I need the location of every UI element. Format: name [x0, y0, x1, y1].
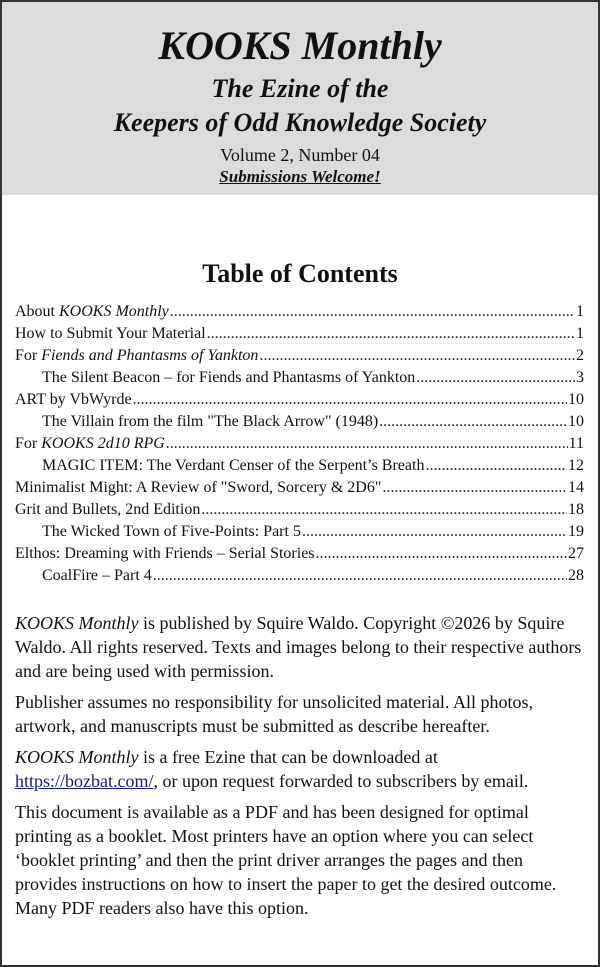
copyright-paragraph	[15, 611, 584, 683]
toc-dot-leader	[133, 389, 567, 411]
ezine-subtitle-line1: The Ezine of the	[211, 74, 389, 103]
toc-dot-leader	[153, 565, 567, 587]
toc-page-number: 28	[568, 567, 584, 584]
toc-page-number: 10	[568, 413, 584, 430]
toc-entry-title-text: For	[15, 435, 42, 452]
toc-page-number: 10	[568, 391, 584, 408]
toc-dot-leader	[425, 455, 567, 477]
publication-notice	[2, 611, 598, 920]
toc-dot-leader	[382, 477, 567, 499]
toc-page-number: 12	[568, 457, 584, 474]
toc-entry-title	[15, 345, 258, 367]
toc-entry-title-text: About	[15, 303, 59, 320]
toc-entry[interactable]	[15, 543, 584, 565]
download-text-b: , or upon request forwarded to subscribers by email.	[153, 771, 529, 791]
toc-entry[interactable]	[15, 521, 584, 543]
toc-entry-title	[42, 565, 152, 587]
toc-entry-title-text: Grit and Bullets, 2nd Edition	[15, 501, 201, 518]
toc-entry-title	[42, 455, 424, 477]
ezine-subtitle-line2: Keepers of Odd Knowledge Society	[113, 108, 487, 137]
disclaimer-paragraph: Publisher assumes no responsibility for unsolicited material. All photos, artwork, and manuscripts must be submitted as describe hereafter.	[15, 692, 533, 736]
toc-entry-title-text: How to Submit Your Material	[15, 325, 206, 342]
toc-entry[interactable]	[15, 499, 584, 521]
ezine-title: KOOKS Monthly	[158, 23, 442, 68]
toc-page-number: 2	[576, 347, 584, 364]
toc-dot-leader	[207, 323, 575, 345]
toc-heading: Table of Contents	[202, 259, 398, 288]
toc-entry-title	[15, 433, 165, 455]
toc-page-number: 1	[576, 303, 584, 320]
download-text-a: is a free Ezine that can be downloaded at	[138, 747, 438, 767]
toc-entry-title-text: The Wicked Town of Five-Points: Part 5	[42, 523, 301, 540]
toc-dot-leader	[259, 345, 575, 367]
toc-dot-leader	[170, 301, 575, 323]
table-of-contents	[2, 301, 598, 587]
toc-entry[interactable]	[15, 367, 584, 389]
toc-entry-title	[15, 389, 132, 411]
toc-dot-leader	[316, 543, 567, 565]
toc-page-number: 14	[568, 479, 584, 496]
toc-entry-title-text: The Silent Beacon – for Fiends and Phantasms of Yankton	[42, 369, 416, 386]
toc-entry-title	[15, 499, 200, 521]
toc-entry-title	[15, 323, 206, 345]
toc-entry-title-text: The Villain from the film "The Black Arrow" (1948)	[42, 413, 379, 430]
toc-page-number: 11	[568, 435, 584, 452]
toc-entry-title-italic: KOOKS 2d10 RPG	[41, 435, 165, 452]
submissions-welcome-link[interactable]: Submissions Welcome!	[219, 167, 381, 186]
toc-entry-title	[42, 367, 415, 389]
download-ezine-name: KOOKS Monthly	[15, 747, 139, 767]
bozbat-link[interactable]: https://bozbat.com/	[15, 771, 154, 791]
copyright-text: is published by Squire Waldo. Copyright ©2026 by Squire Waldo. All rights reserved. Texts and images belong to their respective authors and are being used with permission.	[15, 613, 582, 681]
toc-page-number: 3	[576, 369, 584, 386]
toc-dot-leader	[201, 499, 567, 521]
toc-entry[interactable]	[15, 455, 584, 477]
toc-entry-title	[42, 411, 378, 433]
toc-entry-title-text: Elthos: Dreaming with Friends – Serial Stories	[15, 545, 315, 562]
toc-entry[interactable]	[15, 433, 584, 455]
toc-entry[interactable]	[15, 389, 584, 411]
toc-page-number: 18	[568, 501, 584, 518]
toc-entry-title-italic: KOOKS Monthly	[59, 303, 169, 320]
toc-dot-leader	[302, 521, 567, 543]
toc-dot-leader	[416, 367, 575, 389]
toc-entry-title-italic: Fiends and Phantasms of Yankton	[41, 347, 259, 364]
toc-entry-title	[15, 477, 381, 499]
toc-entry[interactable]	[15, 565, 584, 587]
toc-page-number: 27	[568, 545, 584, 562]
toc-entry-title-text: For	[15, 347, 42, 364]
toc-entry-title-text: ART by VbWyrde	[15, 391, 132, 408]
toc-entry[interactable]	[15, 323, 584, 345]
toc-page-number: 1	[576, 325, 584, 342]
toc-dot-leader	[166, 433, 568, 455]
toc-entry-title-text: MAGIC ITEM: The Verdant Censer of the Serpent’s Breath	[42, 457, 425, 474]
toc-entry-title	[42, 521, 301, 543]
toc-dot-leader	[379, 411, 567, 433]
toc-entry[interactable]	[15, 301, 584, 323]
masthead	[2, 2, 598, 195]
toc-page-number: 19	[568, 523, 584, 540]
printing-paragraph: This document is available as a PDF and has been designed for optimal printing as a booklet. Most printers have an option where you can select ‘booklet printing’ and then the print driver arranges the pages and then provides instructions on how to insert the paper to get the desired outcome. Many PDF readers also have this option.	[15, 802, 557, 918]
copyright-ezine-name: KOOKS Monthly	[15, 613, 139, 633]
toc-entry[interactable]	[15, 477, 584, 499]
toc-entry-title-text: Minimalist Might: A Review of "Sword, Sorcery & 2D6"	[15, 479, 382, 496]
toc-entry-title	[15, 543, 315, 565]
volume-number: Volume 2, Number 04	[220, 145, 380, 165]
toc-entry-title-text: CoalFire – Part 4	[42, 567, 152, 584]
toc-entry[interactable]	[15, 345, 584, 367]
download-paragraph	[15, 745, 584, 793]
toc-entry[interactable]	[15, 411, 584, 433]
toc-entry-title	[15, 301, 169, 323]
